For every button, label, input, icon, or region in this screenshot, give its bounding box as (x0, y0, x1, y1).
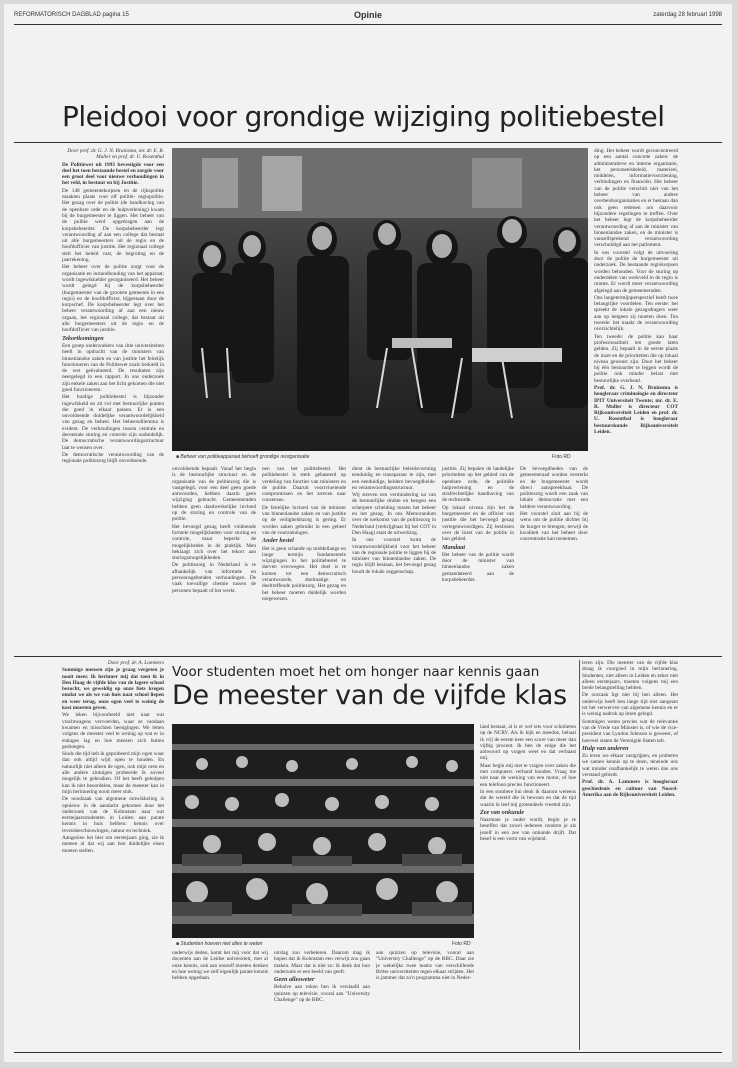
lecture-hall-students-photo (172, 724, 474, 938)
page-date: zaterdag 28 februari 1998 (653, 12, 722, 18)
article1-subhead-2: Ander bestel (262, 537, 294, 545)
article1-byline: Door prof. dr. G. J. N. Bruinsma, mr. dr. E. R. Muller en prof. dr. U. Rosenthal (67, 148, 164, 161)
article1-photo-credit: Foto RD (552, 454, 571, 460)
article2-photo (172, 724, 474, 938)
photo-bullet-icon: ■ (176, 941, 180, 947)
page-header (14, 10, 722, 22)
article1-title: Pleidooi voor grondige wijziging politiebestel (62, 100, 665, 133)
article2-column-5: leren zijn. Die meester van de vijfde klas draag ik voorgoed in mijn herinnering. Studenten, niet alleen in Leiden en zeker niet alleen eerstejaars, moeten volgens mij een brede belangstelling hebben. De oorzaak ligt niet bij hen alleen. Het onderwijs heeft hen lange tijd niet aangezet tot het verwerven van algemene kennis en er is weinig nadruk op lezen gelegd. Sommigen weten precies wat de relevantie van de Vrede van Münster is, of wie de vice-president van Lyndon Johnson is geweest, of hoeveel staten de Verenigde Staten telt. Hulp van anderen Zo leren we elkaar vastgrijpen, en proberen we samen kennis op te doen, teneinde ons wat minder onafhankelijk te weten dan ons verstand gebiedt. Prof. dr. A. Lammers is hoogleraar geschiedenis en cultuur van Noord-Amerika aan de Rijksuniversiteit Leiden. (582, 660, 678, 798)
article2-column-1: Door prof. dr. A. Lammers Sommige mensen zijn je graag vergeten je nooit meer. Ik herinner mij dat toen ik in Den Haag de vijfde klas van de lagere school bezocht, we geweldig op onze fiets kregen omdat we als we van huis naar school liepen en weer terug, onze ogen veel te weinig de kost moesten geven. We leken bijvoorbeeld niet naar wat vrachtwagens vervoerden, waar ze vandaan kwamen en misschien heengingen. We letten volgens de meester veel te weinig op wat er in etalages lag en hoe mensen zich buiten gedroegen. Sinds die tijd heb ik geprobeerd mijn ogen waar dan ook altijd wijd open te houden. En natuurlijk niet alleen de ogen, ook mijn oren en alle andere zintuigen probeerde ik zoveel mogelijk te gebruiken. Of het heeft geholpen kan ik niet beoordelen, maar de meester kan in mijn herinnering nooit meer stuk. De noodzaak van algemene ontwikkeling is opnieuw in de aandacht gekomen door het onderzoek van de Kohnstam naar wat eerstejaarsstudenten in Leiden aan parate kennis in huis hebben: kennis over levensbeschouwingen, natuur en techniek. Aangezien het hier om eerstejaars ging, zie ik meteen al dat wij aan hen duidelijke eisen moeten stellen. (62, 660, 164, 854)
article1-photo-caption (176, 454, 309, 460)
section-title: Opinie (353, 10, 382, 20)
article1-column-5: justitie. Zij bepalen de landelijke prioriteiten op het gebied van de openbare orde, de politiële hulpverlening en de strafrechtelijke handhaving van de rechtsorde. Op lokaal niveau zijn het de burgemeester en de officier van justitie die het bevoegd gezag vertegenwoordigen. Zij beslissen over de inzet van de politie in hun gebied. Mandaat Het beheer van de politie wordt door de minister van binnenlandse zaken gemandateerd aan de korpsbeheerder. (442, 466, 514, 584)
article2-subhead-2: Geen allesweter (274, 976, 315, 984)
article2-photo-credit: Foto RD (452, 941, 471, 947)
article2-column-4: land bestaat, al is er wel iets voor scholieren op de NCRV. Als ik kijk en meedoe, behaal ik vrij de eerste keer een score van meer dan vijftig procent. Ik ben de enige die het antwoord op vragen weet en dat verbaast mij. Maar begin mij niet te vragen over zaken die met computers verband houden. Vraag me niet naar de werking van een motor, of hoe een telefoon precies functioneert. In een sombere bui denk ik daarom weleens dat de wereld die ik bewoon en dat de tijd waarin ik leef mij grotendeels vreemd zijn. Zee van onkunde Naarmate je ouder wordt, begin je te beseffen dat zowel iedereen rondom je als jezelf in een zee van onkunde drijft. Dat besef is een vorm van wijsheid. (480, 724, 576, 843)
article1-column-4: dient de bestuurlijke beleidsvorming eenduidig en transparant te zijn, met een eenduidige, heldere bevoegdheids- en verantwoordingsstructuur. Wij streven een vermindering na van de bestuurlijke drukte en beogen een scherpere scheiding tussen het beheer en het gezag. In ons Memorandum over de toekomst van de politiezorg in Nederland (verkrijgbaar bij het COT in Den Haag) staat de uitwerking. In ons voorstel komt de verantwoordelijkheid voor het beheer van de regionale politie te liggen bij de minister van binnenlandse zaken. De regio blijft bestaan, het bevoegd gezag houdt de lokale zeggenschap. (352, 466, 436, 575)
photo-bullet-icon: ■ (176, 454, 180, 460)
newspaper-page (4, 4, 732, 1062)
article2-byline: Door prof. dr. A. Lammers (107, 660, 164, 666)
police-officers-photo (172, 148, 588, 451)
article2-author-note: Prof. dr. A. Lammers is hoogleraar geschiedenis en cultuur van Noord-Amerika aan de Rijksuniversiteit Leiden. (582, 779, 678, 798)
article2-lead: Sommige mensen zijn je graag vergeten je nooit meer. Ik herinner mij dat toen ik in Den Haag de vijfde klas van de lagere school bezocht, we geweldig op onze fiets kregen omdat we als we van huis naar school liepen en weer terug, onze ogen veel te weinig de kost moesten geven. (62, 667, 164, 712)
article2-subhead-1: Zee van onkunde (480, 808, 524, 816)
article1-subhead-1: Tekortkomingen (62, 334, 104, 342)
article1-column-6: De bevoegdheden van de gemeenteraad worden versterkt en de burgemeester wordt direct aanspreekbaar. De politiezorg wordt een zaak van lokale democratie met een heldere verantwoording. Het voorstel sluit aan bij de wens om de politie dichter bij de burger te brengen, terwijl de kwaliteit van het beheer door concentratie kan toenemen. (520, 466, 588, 543)
column-divider (579, 660, 580, 1050)
article-divider (14, 656, 722, 657)
article1-column-right: ding. Het beheer wordt geconcentreerd op een aantal concrete zaken: de administratieve en interne organisatie, het personeelsbeleid, materieel, middelen, informatievoorziening, verbindingen en financiën. Het beheer van de politie verschilt niet van het beheer van andere overheidsorganisaties en er bestaan dan ook geen redenen om daarvoor bijzondere regelingen te treffen. Over het beheer legt de korpsbeheerder verantwoording af aan de minister van binnenlandse zaken, en de minister is vanzelfsprekend verantwoording verschuldigd aan het parlement. In ons voorstel volgt de uitvoering door de politie de burgemeester uit onderzoek. De bestaande regiokorpsen worden behouden. Voor de sturing op onderdelen van werkveld in de regio is ruimte. Er wordt meer verantwoording afgelegd aan de gemeenteraden. Ons langetermijnperspectief heeft twee belangrijke voordelen. Ten eerste: het spreekt de lokale gezagsdragers weer aan op hetgeen zij moeten doen. Ten tweede: het maakt de verantwoording overzichtelijk. Ten tweede: de politie kan haar professionaliteit ten goede laten gelden. Zij bepaalt in de eerste plaats de inzet en de prioriteiten die op lokaal niveau gewenst zijn. Door het beheer bij één bestuurder te leggen wordt de politie ook minder belast met bestuurlijke overhead. Prof. dr. G. J. N. Bruinsma is hoogleraar criminologie en directeur IPIT Universiteit Twente; mr. dr. E. R. Muller is directeur COT Rijksuniversiteit Leiden en prof. dr. U. Rosenthal is hoogleraar bestuurskunde Rijksuniversiteit Leiden. (594, 148, 678, 436)
title-rule (14, 142, 722, 143)
article1-column-3: nen van het politiebestel. Het politiebestel is sterk gebaseerd op verdeling van functies van ministers en de politie. Daaruit voortvloeiende compromissen en het streven naar consensus. De feitelijke invloed van de minister van binnenlandse zaken en van justitie op de veiligheidszorg is gering. Er worden zaken gebruikt in een geheel van de voorzieningen. Ander bestel Het is geen schande op middellange en lange termijn fundamentele wijzigingen in het politiebestel te durven overwegen. Het doel is te komen tot een democratisch verantwoorde, doelmatige en doeltreffende politiezorg. Het gezag en het beheer moeten duidelijk worden toegewezen. (262, 466, 346, 602)
article1-column-1: Door prof. dr. G. J. N. Bruinsma, mr. dr. E. R. Muller en prof. dr. U. Rosenthal De Politiewet uit 1993 bevestigde voor een deel het toen bestaande bestel en zorgde voor een groot deel voor nieuwe verhoudingen in het veld, in bestuur en bij Justitie. De 148 gemeentekorpsen en de rijkspolitie maakten plaats voor elf politie- regiopolitie. Het gezag over de politie (de handhaving van de openbare orde en de hulpverlening) kwam bij de burgemeester te liggen. Het beheer van de politie werd opgedragen aan de korpsbeheerder. De korpsbeheerder legt verantwoording af aan een college dat bestaat uit alle burgemeesters uit de regio en de hoofdofficier van justitie. Het regionaal college stelt het beleid vast, de begroting en de jaarrekening. Het beheer over de politie zorgt voor de organisatie en instandhouding van het apparaat; wordt ingewikkelder georganiseerd. Het beheer wordt gelegd bij de korpsbeheerder (burgemeester van de grootste gemeente in een regio) en de hoofdofficier, bijgestaan door de korpschef. De korpsbeheerder legt over het beheer verantwoording af aan een nieuw orgaan, het regionaal college, dat bestaat uit alle burgemeesters uit de regio en de hoofdofficier van justitie. Tekortkomingen Een groep onderzoekers van drie universiteiten heeft in opdracht van de ministers van binnenlandse zaken en van justitie het feitelijk functioneren van de Politiewet zoals bedoeld in de wet geëvalueerd. De resultaten zijn neergelegd in een rapport. In ons onderzoek zijn enkele zaken aan het licht gekomen die niet goed functioneren. Het huidige politiebestel is bijzonder ingewikkeld en zit vol met bestuurlijke punten die goed in elkaar passen. Er is een onvoldoende duidelijke verantwoordelijkheid van gezag en beheer. Het beheersdilemma is evident. De verhoudingen tussen centrale en decentrale sturing en controle zijn onduidelijk. De democratische verantwoordingsstructuur laat te wensen over. De democratische verantwoording van de regionale politiezorg blijft onvoldoende. (62, 148, 164, 465)
article2-column-3b: aan quizzen op televisie, vooral aan "University Challenge" op de BBC. Daar zie je wekelijks twee teams van verschillende Britse universiteiten tegen elkaar strijden. Het is jammer dat zo'n programma niet in Neder- (376, 950, 474, 982)
article1-lead: De Politiewet uit 1993 bevestigde voor een deel het toen bestaande bestel en zorgde voor een groot deel voor nieuwe verhoudingen in het veld, in bestuur en bij Justitie. (62, 161, 164, 187)
article2-kicker: Voor studenten moet het om honger naar kennis gaan (172, 664, 540, 680)
article2-subhead-3: Hulp van anderen (582, 744, 629, 752)
article2-column-2: onderwijs deden, komt het mij voor dat wij docenten aan de Leidse universiteit, met al onze kennis, ook aan onszelf moeten denken en hoe weinig we zelf eigenlijk parate kennis hebben opgedaan. (172, 950, 268, 982)
caption-text: Beheer van politieapparaat behoeft grondige reorganisatie (180, 454, 310, 460)
article2-photo-caption (176, 941, 262, 947)
caption-text: Studenten hoeven niet alles te weten (180, 941, 263, 947)
article2-column-3: uitslag zou verbeteren. Daarom mag ik hopen dat ik Kohnstam een verwijt zou gaan maken. Maar dat is niet zo: ik denk dat hun onderzoek er een beeld van geeft. Geen allesweter Behalve aan roken ben ik verslaafd aan quizzen op televisie, vooral aan "University Challenge" op de BBC. (274, 950, 370, 1004)
article1-photo (172, 148, 588, 451)
article1-subhead-3: Mandaat (442, 543, 466, 551)
article1-author-note: Prof. dr. G. J. N. Bruinsma is hoogleraar criminologie en directeur IPIT Universiteit Twente; mr. dr. E. R. Muller is directeur COT Rijksuniversiteit Leiden en prof. dr. U. Rosenthal is hoogleraar bestuurskunde Rijksuniversiteit Leiden. (594, 384, 678, 436)
article2-title: De meester van de vijfde klas (172, 680, 567, 711)
paper-name: REFORMATORISCH DAGBLAD pagina 15 (14, 12, 129, 18)
article1-column-2: onvoldoende bepaalt. Vanaf het begin is de bestuurlijke structuur en de organisatie van de politiezorg die is vastgelegd, voor een deel geen goede antwoorden, hebben daarin geen wijziging gebracht. Gemeenteraden hebben geen daadwerkelijke invloed op de sturing en controle van de politie. Het bevoegd gezag heeft voldoende formele mogelijkheden voor sturing en controle, maar beperkt de mogelijkheden in de praktijk. Men beklaagt zich over het tekort aan sturingsmogelijkheden. De politiezorg in Nederland is te afhankelijk van informele en persoonsgebonden verhoudingen. De vaak toevallige chemie tussen de personen bepaalt of het werkt. (172, 466, 256, 594)
header-rule (14, 24, 722, 25)
footer-rule (14, 1052, 722, 1053)
